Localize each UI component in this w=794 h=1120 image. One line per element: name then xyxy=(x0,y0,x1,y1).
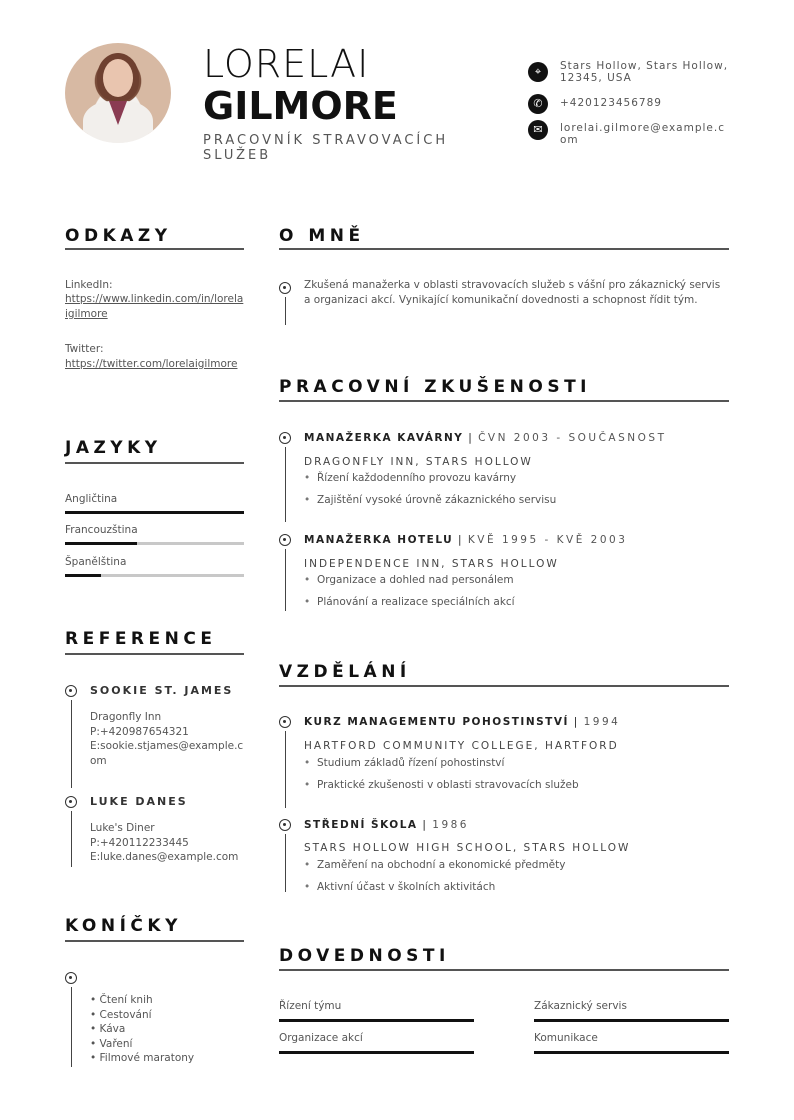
reference-name: LUKE DANES xyxy=(90,795,188,808)
skill-bar xyxy=(534,1051,729,1054)
hobby-item: • Filmové maratony xyxy=(90,1052,195,1064)
language-name: Francouzština xyxy=(65,524,138,536)
timeline-line xyxy=(285,447,286,522)
link-linkedin[interactable]: https://www.linkedin.com/in/lorelaigilmore xyxy=(65,293,244,320)
section-divider xyxy=(279,969,729,971)
contact-phone[interactable]: +420123456789 xyxy=(560,97,662,109)
section-title-languages: JAZYKY xyxy=(65,438,162,458)
language-level-track xyxy=(65,511,244,514)
first-name: LORELAI xyxy=(203,42,370,86)
education-bullet: • Aktivní účast v školních aktivitách xyxy=(304,881,495,893)
timeline-dot-icon xyxy=(279,819,291,831)
timeline-dot-icon xyxy=(65,685,77,697)
section-title-hobbies: KONÍČKY xyxy=(65,916,182,936)
profile-photo xyxy=(65,43,171,143)
section-title-skills: DOVEDNOSTI xyxy=(279,946,450,966)
timeline-dot-icon xyxy=(279,282,291,294)
link-label-linkedin: LinkedIn: xyxy=(65,279,113,291)
email-icon: ✉ xyxy=(528,120,548,140)
timeline-line xyxy=(285,834,286,892)
language-name: Angličtina xyxy=(65,493,118,505)
reference-name: SOOKIE ST. JAMES xyxy=(90,684,234,697)
skill-bar xyxy=(279,1019,474,1022)
education-heading: STŘEDNÍ ŠKOLA | 1986 xyxy=(304,819,469,831)
contact-address: Stars Hollow, Stars Hollow, 12345, USA xyxy=(560,60,729,84)
timeline-line xyxy=(285,731,286,808)
language-level-fill xyxy=(65,511,244,514)
reference-company: Luke's Diner xyxy=(90,822,155,834)
section-title-about: O MNĚ xyxy=(279,226,365,246)
section-title-references: REFERENCE xyxy=(65,629,217,649)
timeline-dot-icon xyxy=(65,796,77,808)
timeline-line xyxy=(71,700,72,788)
reference-email: E:luke.danes@example.com xyxy=(90,851,239,863)
experience-heading: MANAŽERKA HOTELU | KVĚ 1995 - KVĚ 2003 xyxy=(304,534,628,546)
education-institution: HARTFORD COMMUNITY COLLEGE, HARTFORD xyxy=(304,740,619,752)
timeline-dot-icon xyxy=(279,716,291,728)
reference-phone: P:+420112233445 xyxy=(90,837,189,849)
experience-heading: MANAŽERKA KAVÁRNY | ČVN 2003 - SOUČASNOST xyxy=(304,432,667,444)
experience-organization: DRAGONFLY INN, STARS HOLLOW xyxy=(304,456,533,468)
language-level-fill xyxy=(65,542,137,545)
experience-bullet: • Řízení každodenního provozu kavárny xyxy=(304,472,516,484)
timeline-line xyxy=(285,549,286,611)
section-divider xyxy=(65,653,244,655)
skill-label: Organizace akcí xyxy=(279,1032,363,1044)
skill-label: Zákaznický servis xyxy=(534,1000,627,1012)
language-name: Španělština xyxy=(65,556,127,568)
hobby-item: • Vaření xyxy=(90,1038,133,1050)
education-bullet: • Zaměření na obchodní a ekonomické předměty xyxy=(304,859,565,871)
skill-label: Komunikace xyxy=(534,1032,598,1044)
about-text: Zkušená manažerka v oblasti stravovacích služeb s vášní pro zákaznický servis a organizaci akcí. Vynikající komunikační dovednosti a schopnost řídit tým. xyxy=(304,279,721,306)
section-title-experience: PRACOVNÍ ZKUŠENOSTI xyxy=(279,377,592,397)
location-pin-icon: ⌖ xyxy=(528,62,548,82)
education-bullet: • Praktické zkušenosti v oblasti stravovacích služeb xyxy=(304,779,579,791)
education-institution: STARS HOLLOW HIGH SCHOOL, STARS HOLLOW xyxy=(304,842,631,854)
section-divider xyxy=(279,400,729,402)
section-divider xyxy=(279,248,729,250)
education-bullet: • Studium základů řízení pohostinství xyxy=(304,757,504,769)
link-twitter[interactable]: https://twitter.com/lorelaigilmore xyxy=(65,358,238,370)
hobby-item: • Káva xyxy=(90,1023,126,1035)
section-divider xyxy=(65,248,244,250)
section-title-links: ODKAZY xyxy=(65,226,172,246)
timeline-line xyxy=(285,297,286,325)
link-label-twitter: Twitter: xyxy=(65,343,104,355)
timeline-dot-icon xyxy=(279,534,291,546)
section-title-education: VZDĚLÁNÍ xyxy=(279,662,411,682)
education-heading: KURZ MANAGEMENTU POHOSTINSTVÍ | 1994 xyxy=(304,716,621,728)
experience-bullet: • Plánování a realizace speciálních akcí xyxy=(304,596,515,608)
timeline-line xyxy=(71,811,72,867)
skill-bar xyxy=(279,1051,474,1054)
experience-bullet: • Zajištění vysoké úrovně zákaznického servisu xyxy=(304,494,556,506)
timeline-dot-icon xyxy=(279,432,291,444)
last-name: GILMORE xyxy=(203,84,398,128)
reference-email: E:sookie.stjames@example.com xyxy=(90,740,244,767)
language-level-fill xyxy=(65,574,101,577)
language-level-track xyxy=(65,542,244,545)
skill-label: Řízení týmu xyxy=(279,1000,342,1012)
language-level-track xyxy=(65,574,244,577)
section-divider xyxy=(65,940,244,942)
experience-bullet: • Organizace a dohled nad personálem xyxy=(304,574,514,586)
contact-email[interactable]: lorelai.gilmore@example.com xyxy=(560,122,725,146)
reference-phone: P:+420987654321 xyxy=(90,726,189,738)
timeline-line xyxy=(71,987,72,1067)
section-divider xyxy=(279,685,729,687)
hobby-item: • Čtení knih xyxy=(90,994,153,1006)
phone-icon: ✆ xyxy=(528,94,548,114)
job-title: PRACOVNÍK STRAVOVACÍCH SLUŽEB xyxy=(203,133,449,163)
experience-organization: INDEPENDENCE INN, STARS HOLLOW xyxy=(304,558,559,570)
section-divider xyxy=(65,462,244,464)
hobby-item: • Cestování xyxy=(90,1009,152,1021)
timeline-dot-icon xyxy=(65,972,77,984)
skill-bar xyxy=(534,1019,729,1022)
reference-company: Dragonfly Inn xyxy=(90,711,162,723)
